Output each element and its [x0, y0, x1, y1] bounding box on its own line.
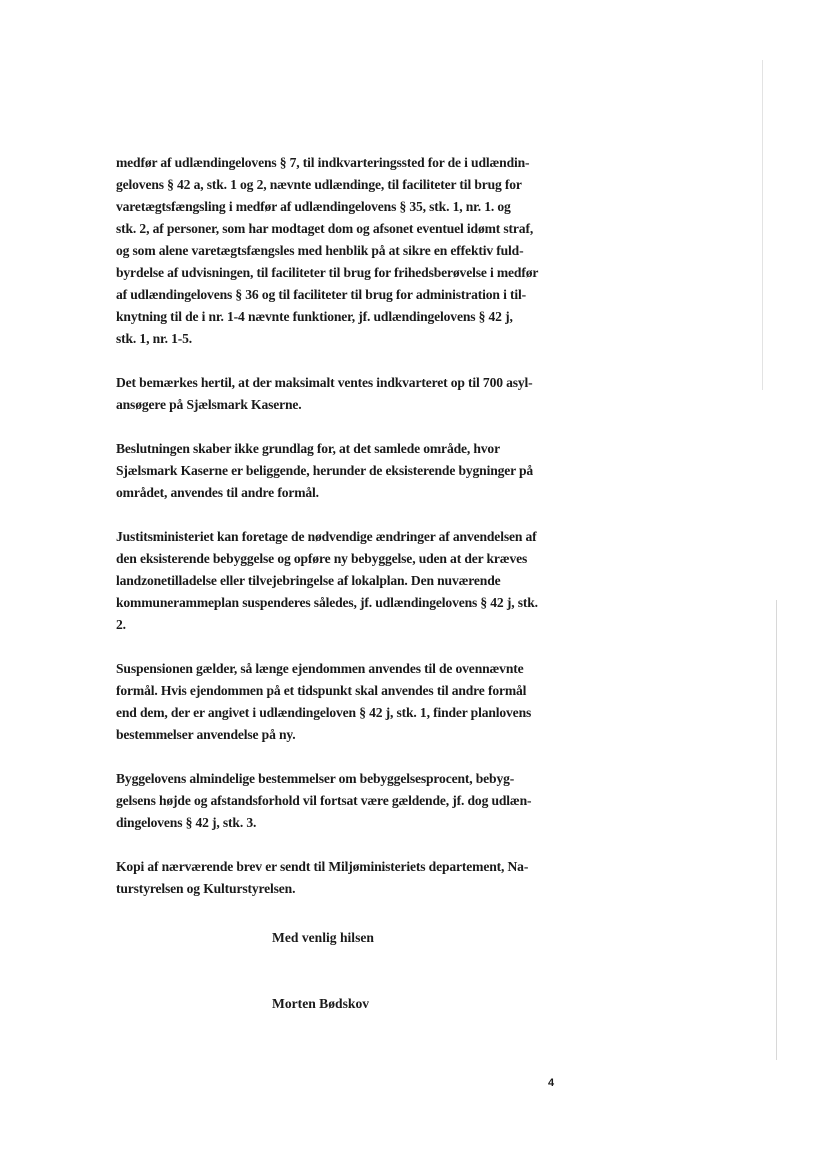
text-line: knytning til de i nr. 1-4 nævnte funktioner, jf. udlændingelovens § 42 j, — [116, 309, 513, 324]
text-line: gelsens højde og afstandsforhold vil fortsat være gældende, jf. dog udlæn- — [116, 793, 532, 808]
text-line: kommunerammeplan suspenderes således, jf. udlændingelovens § 42 j, stk. — [116, 595, 538, 610]
text-line: end dem, der er angivet i udlændingeloven § 42 j, stk. 1, finder planlovens — [116, 705, 532, 720]
text-line: Sjælsmark Kaserne er beliggende, herunder de eksisterende bygninger på — [116, 463, 534, 478]
scan-edge-line — [762, 60, 763, 390]
text-line: Kopi af nærværende brev er sendt til Miljøministeriets departement, Na- — [116, 859, 529, 874]
text-line: gelovens § 42 a, stk. 1 og 2, nævnte udlændinge, til faciliteter til brug for — [116, 177, 522, 192]
scan-edge-line — [776, 600, 777, 1060]
paragraph-facility-use — [116, 152, 574, 350]
text-line: af udlændingelovens § 36 og til faciliteter til brug for administration i til- — [116, 287, 526, 302]
text-line: landzonetilladelse eller tilvejebringelse af lokalplan. Den nuværende — [116, 573, 501, 588]
text-line: den eksisterende bebyggelse og opføre ny bebyggelse, uden at der kræves — [116, 551, 528, 566]
paragraph-building-act — [116, 768, 574, 834]
text-line: stk. 1, nr. 1-5. — [116, 331, 193, 346]
paragraph-ministry-changes — [116, 526, 574, 636]
text-line: 2. — [116, 617, 126, 632]
text-line: medfør af udlændingelovens § 7, til indkvarteringssted for de i udlændin- — [116, 155, 530, 170]
paragraph-copy-recipients — [116, 856, 574, 900]
text-line: formål. Hvis ejendommen på et tidspunkt skal anvendes til andre formål — [116, 683, 527, 698]
text-line: Beslutningen skaber ikke grundlag for, at det samlede område, hvor — [116, 441, 500, 456]
letter-body — [116, 152, 574, 922]
paragraph-suspension — [116, 658, 574, 746]
text-line: byrdelse af udvisningen, til faciliteter til brug for frihedsberøvelse i medfør — [116, 265, 539, 280]
text-line: Det bemærkes hertil, at der maksimalt ventes indkvarteret op til 700 asyl- — [116, 375, 533, 390]
text-line: turstyrelsen og Kulturstyrelsen. — [116, 881, 296, 896]
text-line: dingelovens § 42 j, stk. 3. — [116, 815, 257, 830]
text-line: Byggelovens almindelige bestemmelser om bebyggelsesprocent, bebyg- — [116, 771, 515, 786]
text-line: og som alene varetægtsfængsles med henblik på at sikre en effektiv fuld- — [116, 243, 524, 258]
text-line: Suspensionen gælder, så længe ejendommen anvendes til de ovennævnte — [116, 661, 524, 676]
text-line: bestemmelser anvendelse på ny. — [116, 727, 296, 742]
paragraph-capacity — [116, 372, 574, 416]
text-line: området, anvendes til andre formål. — [116, 485, 319, 500]
text-line: Justitsministeriet kan foretage de nødvendige ændringer af anvendelsen af — [116, 529, 537, 544]
signatory-name: Morten Bødskov — [272, 996, 370, 1011]
text-line: stk. 2, af personer, som har modtaget dom og afsonet eventuel idømt straf, — [116, 221, 534, 236]
page-number: 4 — [548, 1077, 555, 1089]
paragraph-decision-scope — [116, 438, 574, 504]
text-line: ansøgere på Sjælsmark Kaserne. — [116, 397, 302, 412]
text-line: varetægtsfængsling i medfør af udlændingelovens § 35, stk. 1, nr. 1. og — [116, 199, 511, 214]
closing-salutation: Med venlig hilsen — [272, 930, 374, 945]
